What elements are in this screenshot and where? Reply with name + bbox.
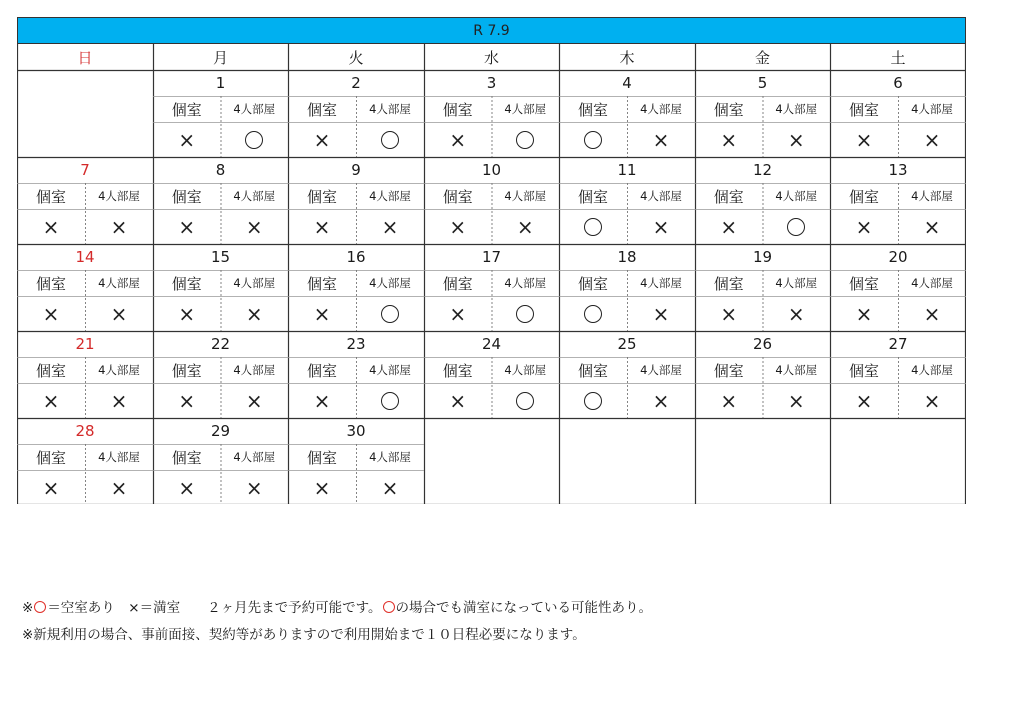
private-room-full-icon: × [178,388,196,413]
day-number: 22 [210,335,231,353]
private-room-label: 個室 [306,361,337,380]
shared-room-label: 4人部屋 [233,102,276,116]
private-room-label: 個室 [171,361,202,380]
shared-room-full-icon: × [923,127,941,152]
shared-room-label: 4人部屋 [98,189,140,203]
shared-room-label: 4人部屋 [233,276,276,290]
private-room-label: 個室 [713,361,744,380]
private-room-full-icon: × [720,214,738,239]
day-number: 8 [215,161,226,179]
shared-room-full-icon: × [516,214,534,239]
shared-room-label: 4人部屋 [640,189,682,203]
private-room-full-icon: × [449,214,467,239]
weekday-header: 金 [754,48,770,67]
private-room-label: 個室 [35,361,66,380]
shared-room-full-icon: × [787,301,805,326]
day-number: 6 [893,74,903,92]
weekday-header: 火 [348,48,364,67]
day-number: 30 [346,422,366,440]
shared-room-full-icon: × [110,301,128,326]
day-number: 11 [617,161,637,179]
private-room-label: 個室 [306,187,337,206]
shared-room-label: 4人部屋 [911,102,953,116]
day-number: 24 [481,335,502,353]
note-prefix: ※ [22,600,34,616]
private-room-full-icon: × [720,127,738,152]
shared-room-full-icon: × [245,214,263,239]
shared-room-full-icon: × [245,475,263,500]
day-number: 10 [481,161,502,179]
legend-note [22,596,652,616]
private-room-label: 個室 [442,187,473,206]
shared-room-full-icon: × [110,388,128,413]
private-room-label: 個室 [577,274,608,293]
shared-room-full-icon: × [652,388,670,413]
private-room-label: 個室 [171,448,202,467]
circle-icon [383,601,395,613]
shared-room-label: 4人部屋 [369,276,411,290]
private-room-full-icon: × [313,214,331,239]
private-room-full-icon: × [42,301,60,326]
private-room-label: 個室 [713,100,744,119]
shared-room-label: 4人部屋 [775,102,818,116]
day-number: 12 [752,161,773,179]
private-room-full-icon: × [178,301,196,326]
private-room-full-icon: × [855,301,873,326]
private-room-label: 個室 [171,274,202,293]
day-number: 18 [617,248,637,266]
private-room-full-icon: × [720,301,738,326]
day-number: 15 [210,248,231,266]
shared-room-label: 4人部屋 [911,363,953,377]
new-user-note: ※新規利用の場合、事前面接、契約等がありますので利用開始まで１０日程必要になります。 [22,627,586,643]
private-room-label: 個室 [442,274,473,293]
private-room-label: 個室 [306,448,337,467]
private-room-label: 個室 [171,187,202,206]
day-number: 16 [346,248,366,266]
shared-room-label: 4人部屋 [504,276,547,290]
weekday-header: 土 [890,48,906,67]
availability-calendar [17,17,966,504]
shared-room-full-icon: × [923,214,941,239]
private-room-label: 個室 [713,187,744,206]
private-room-label: 個室 [713,274,744,293]
shared-room-full-icon: × [381,475,399,500]
private-room-label: 個室 [35,187,66,206]
day-number: 9 [351,161,361,179]
private-room-label: 個室 [35,448,66,467]
private-room-label: 個室 [306,274,337,293]
private-room-label: 個室 [306,100,337,119]
shared-room-full-icon: × [110,214,128,239]
private-room-label: 個室 [442,100,473,119]
shared-room-full-icon: × [245,388,263,413]
private-room-label: 個室 [848,274,879,293]
day-number: 26 [752,335,773,353]
day-number: 1 [215,74,226,92]
private-room-full-icon: × [178,214,196,239]
day-number: 4 [622,74,632,92]
private-room-full-icon: × [42,214,60,239]
private-room-label: 個室 [577,361,608,380]
shared-room-full-icon: × [110,475,128,500]
private-room-full-icon: × [855,214,873,239]
shared-room-full-icon: × [787,388,805,413]
private-room-full-icon: × [855,388,873,413]
private-room-full-icon: × [855,127,873,152]
shared-room-label: 4人部屋 [504,189,547,203]
day-number: 20 [888,248,908,266]
private-room-label: 個室 [35,274,66,293]
circle-icon [34,601,46,613]
private-room-full-icon: × [449,127,467,152]
day-number: 19 [752,248,773,266]
private-room-full-icon: × [42,475,60,500]
day-number: 17 [481,248,502,266]
note-legend-text: ＝空室あり ×＝満室 ２ヶ月先まで予約可能です。 [47,600,382,616]
day-number: 28 [75,422,95,440]
day-number: 25 [617,335,637,353]
day-number: 29 [210,422,231,440]
private-room-full-icon: × [313,301,331,326]
shared-room-label: 4人部屋 [98,276,140,290]
shared-room-label: 4人部屋 [369,363,411,377]
private-room-label: 個室 [577,187,608,206]
private-room-label: 個室 [848,361,879,380]
shared-room-label: 4人部屋 [369,102,411,116]
day-number: 23 [346,335,366,353]
shared-room-label: 4人部屋 [504,363,547,377]
private-room-label: 個室 [848,100,879,119]
private-room-label: 個室 [171,100,202,119]
shared-room-label: 4人部屋 [640,363,682,377]
private-room-full-icon: × [178,475,196,500]
shared-room-label: 4人部屋 [640,102,682,116]
private-room-full-icon: × [42,388,60,413]
shared-room-label: 4人部屋 [233,189,276,203]
shared-room-full-icon: × [923,301,941,326]
shared-room-label: 4人部屋 [775,363,818,377]
private-room-full-icon: × [449,301,467,326]
shared-room-full-icon: × [381,214,399,239]
shared-room-label: 4人部屋 [369,189,411,203]
shared-room-label: 4人部屋 [504,102,547,116]
shared-room-full-icon: × [245,301,263,326]
shared-room-label: 4人部屋 [775,189,818,203]
day-number: 7 [80,161,90,179]
calendar-title: R 7.9 [17,17,966,44]
day-number: 27 [888,335,908,353]
shared-room-label: 4人部屋 [233,363,276,377]
shared-room-full-icon: × [787,127,805,152]
shared-room-label: 4人部屋 [640,276,682,290]
shared-room-label: 4人部屋 [98,450,140,464]
shared-room-label: 4人部屋 [233,450,276,464]
private-room-full-icon: × [178,127,196,152]
day-number: 2 [351,74,361,92]
shared-room-label: 4人部屋 [98,363,140,377]
private-room-label: 個室 [442,361,473,380]
private-room-label: 個室 [848,187,879,206]
private-room-full-icon: × [313,127,331,152]
shared-room-label: 4人部屋 [775,276,818,290]
weekday-header: 木 [619,48,635,67]
shared-room-full-icon: × [923,388,941,413]
private-room-full-icon: × [313,388,331,413]
day-number: 5 [757,74,768,92]
day-number: 13 [888,161,908,179]
calendar-grid-lines [17,17,966,504]
shared-room-label: 4人部屋 [911,189,953,203]
private-room-full-icon: × [720,388,738,413]
note-availability-warning: の場合でも満室になっている可能性あり。 [395,600,653,616]
weekday-header: 月 [212,48,228,67]
private-room-label: 個室 [577,100,608,119]
private-room-full-icon: × [449,388,467,413]
weekday-header: 水 [483,48,499,67]
shared-room-label: 4人部屋 [369,450,411,464]
shared-room-full-icon: × [652,301,670,326]
day-number: 21 [75,335,95,353]
shared-room-label: 4人部屋 [911,276,953,290]
private-room-full-icon: × [313,475,331,500]
shared-room-full-icon: × [652,214,670,239]
weekday-header: 日 [77,48,93,67]
day-number: 14 [75,248,95,266]
shared-room-full-icon: × [652,127,670,152]
day-number: 3 [486,74,497,92]
